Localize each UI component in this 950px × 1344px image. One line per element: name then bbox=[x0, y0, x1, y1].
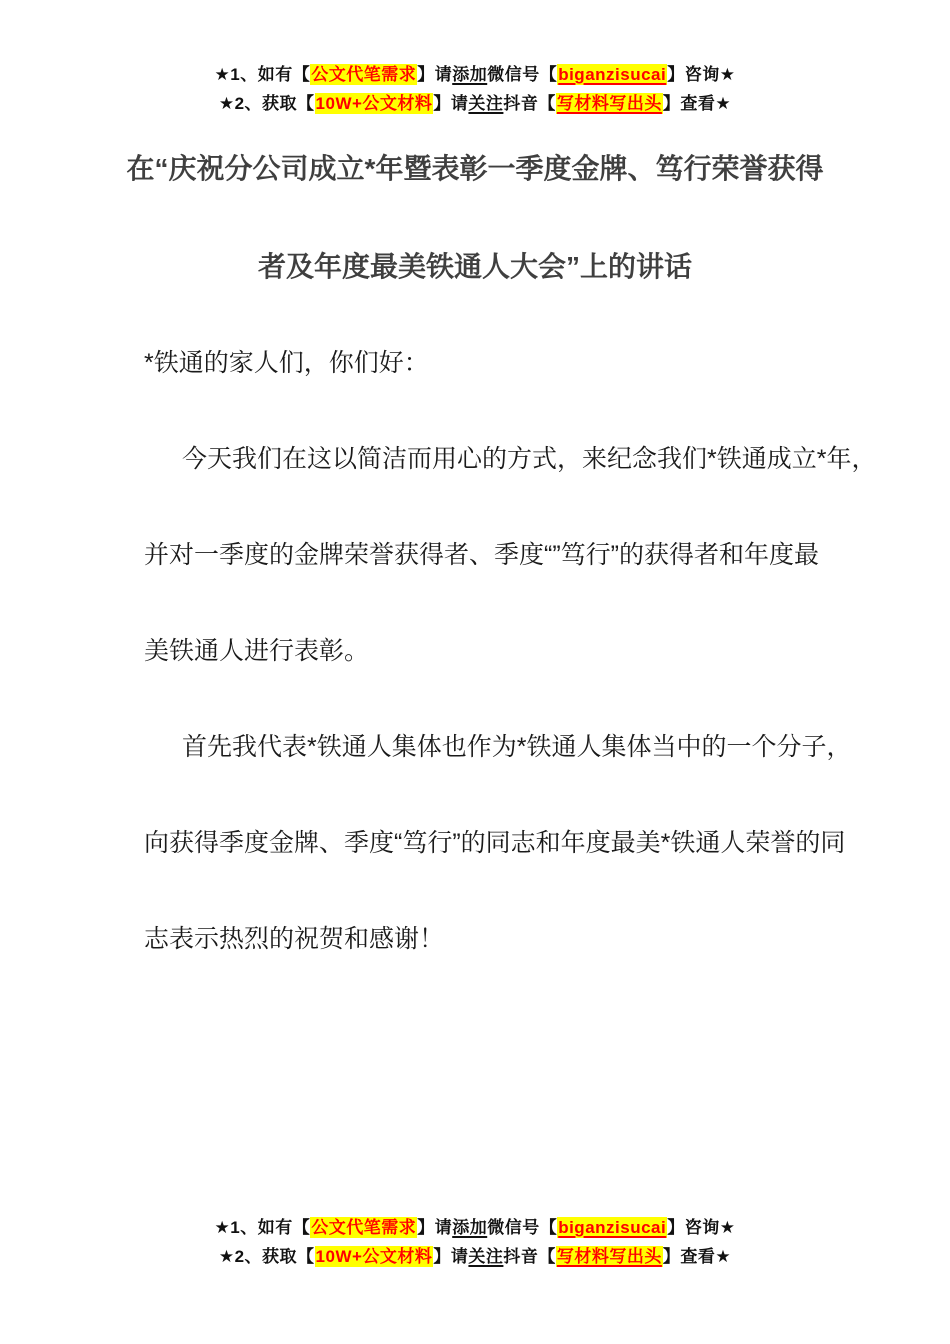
body-line: 向获得季度金牌、季度“笃行”的同志和年度最美*铁通人荣誉的同 bbox=[144, 829, 846, 857]
promo-underlined-text: 添加 bbox=[452, 1218, 488, 1237]
page-title-line-1: 在“庆祝分公司成立*年暨表彰一季度金牌、笃行荣誉获得 bbox=[126, 153, 824, 184]
body-line: *铁通的家人们，你们好： bbox=[144, 349, 429, 377]
promo-text: 】请 bbox=[417, 65, 453, 84]
promo-underlined-text: 关注 bbox=[468, 94, 504, 113]
body-line: 首先我代表*铁通人集体也作为*铁通人集体当中的一个分子， bbox=[182, 733, 852, 761]
promo-footer bbox=[0, 1213, 950, 1271]
promo-highlight: 写材料写出头 bbox=[556, 1247, 662, 1266]
promo-text: 】咨询★ bbox=[667, 65, 736, 84]
promo-header bbox=[0, 60, 950, 118]
promo-text: 微信号【 bbox=[487, 1218, 558, 1237]
promo-highlight: 公文代笔需求 bbox=[311, 1218, 417, 1237]
promo-text: 抖音【 bbox=[503, 1247, 556, 1266]
body-line: 美铁通人进行表彰。 bbox=[144, 637, 370, 665]
promo-footer-line-1 bbox=[0, 1213, 950, 1242]
promo-highlight: 公文代笔需求 bbox=[311, 65, 417, 84]
promo-text: 】查看★ bbox=[662, 94, 732, 113]
body-line: 今天我们在这以简洁而用心的方式，来纪念我们*铁通成立*年， bbox=[182, 445, 877, 473]
promo-highlight: 10W+公文材料 bbox=[315, 94, 433, 113]
document-body bbox=[144, 315, 877, 987]
promo-text: 】咨询★ bbox=[667, 1218, 736, 1237]
promo-text: 】请 bbox=[433, 94, 469, 113]
promo-text: 抖音【 bbox=[503, 94, 556, 113]
page-title-line-2: 者及年度最美铁通人大会”上的讲话 bbox=[257, 251, 692, 282]
promo-header-line-1 bbox=[0, 60, 950, 89]
body-line: 志表示热烈的祝贺和感谢！ bbox=[144, 925, 445, 953]
promo-text: ★1、如有【 bbox=[214, 1218, 311, 1237]
promo-text: ★1、如有【 bbox=[214, 65, 311, 84]
promo-text: ★2、获取【 bbox=[218, 1247, 315, 1266]
promo-underlined-text: 关注 bbox=[468, 1247, 504, 1266]
promo-header-line-2 bbox=[0, 89, 950, 118]
body-paragraph bbox=[144, 411, 877, 699]
promo-text: ★2、获取【 bbox=[218, 94, 315, 113]
body-paragraph bbox=[144, 699, 852, 987]
promo-highlight: 写材料写出头 bbox=[556, 94, 662, 113]
promo-footer-line-2 bbox=[0, 1242, 950, 1271]
promo-highlight: biganzisucai bbox=[558, 1218, 667, 1237]
body-line: 并对一季度的金牌荣誉获得者、季度“”笃行”的获得者和年度最 bbox=[144, 541, 819, 569]
promo-underlined-text: 添加 bbox=[452, 65, 488, 84]
promo-text: 】请 bbox=[433, 1247, 469, 1266]
body-paragraph bbox=[144, 315, 844, 411]
promo-text: 】查看★ bbox=[662, 1247, 732, 1266]
page-title bbox=[0, 120, 950, 316]
promo-text: 】请 bbox=[417, 1218, 453, 1237]
promo-highlight: 10W+公文材料 bbox=[315, 1247, 433, 1266]
promo-text: 微信号【 bbox=[487, 65, 558, 84]
promo-highlight: biganzisucai bbox=[558, 65, 667, 84]
